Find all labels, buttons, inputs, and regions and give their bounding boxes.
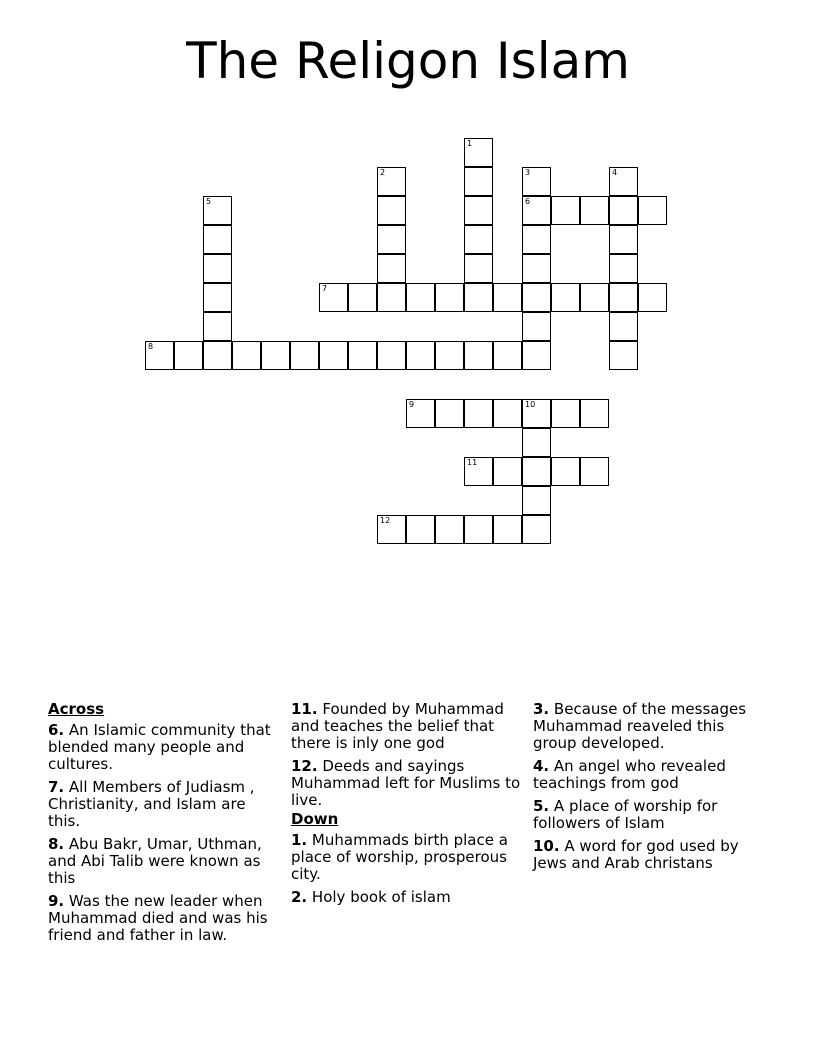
clue-number: 9 (409, 400, 415, 409)
grid-cell[interactable] (203, 341, 232, 370)
grid-cell[interactable] (203, 312, 232, 341)
grid-cell[interactable] (348, 283, 377, 312)
clue-down-10: 10. A word for god used by Jews and Arab christans (533, 837, 739, 872)
page-title: The Religon Islam (186, 32, 630, 90)
grid-cell[interactable] (580, 196, 609, 225)
clue-across-11: 11. Founded by Muhammad and teaches the belief that there is inly one god (291, 700, 504, 752)
clue-down-2: 2. Holy book of islam (291, 888, 451, 906)
grid-cell[interactable] (464, 167, 493, 196)
clue-column-3 (533, 701, 768, 878)
grid-cell[interactable] (493, 341, 522, 370)
grid-cell[interactable] (406, 515, 435, 544)
grid-cell[interactable] (406, 399, 435, 428)
grid-cell[interactable] (319, 341, 348, 370)
grid-cell[interactable] (203, 196, 232, 225)
grid-cell[interactable] (522, 428, 551, 457)
grid-cell[interactable] (203, 254, 232, 283)
clue-across-12: 12. Deeds and sayings Muhammad left for Muslims to live. (291, 757, 521, 809)
grid-cell[interactable] (522, 225, 551, 254)
grid-cell[interactable] (522, 515, 551, 544)
clue-number: 11 (467, 458, 478, 467)
clue-column-1 (48, 701, 278, 950)
clue-down-3: 3. Because of the messages Muhammad reaveled this group developed. (533, 700, 747, 752)
grid-cell[interactable] (203, 225, 232, 254)
grid-cell[interactable] (377, 167, 406, 196)
grid-cell[interactable] (609, 196, 638, 225)
grid-cell[interactable] (377, 196, 406, 225)
grid-cell[interactable] (232, 341, 261, 370)
grid-cell[interactable] (464, 283, 493, 312)
grid-cell[interactable] (580, 457, 609, 486)
grid-cell[interactable] (174, 341, 203, 370)
grid-cell[interactable] (551, 196, 580, 225)
grid-cell[interactable] (464, 457, 493, 486)
grid-cell[interactable] (522, 312, 551, 341)
across-heading: Across (48, 700, 105, 718)
grid-cell[interactable] (580, 399, 609, 428)
clue-number: 5 (206, 197, 212, 206)
clue-across-9: 9. Was the new leader when Muhammad died and was his friend and father in law. (48, 892, 268, 944)
clue-down-4: 4. An angel who revealed teachings from god (533, 757, 726, 792)
grid-cell[interactable] (638, 196, 667, 225)
grid-cell[interactable] (493, 399, 522, 428)
grid-cell[interactable] (609, 283, 638, 312)
grid-cell[interactable] (522, 399, 551, 428)
clue-number: 1 (467, 139, 473, 148)
grid-cell[interactable] (493, 457, 522, 486)
clue-number: 12 (380, 516, 391, 525)
grid-cell[interactable] (464, 138, 493, 167)
grid-cell[interactable] (609, 312, 638, 341)
grid-cell[interactable] (406, 341, 435, 370)
grid-cell[interactable] (522, 341, 551, 370)
grid-cell[interactable] (406, 283, 435, 312)
grid-cell[interactable] (319, 283, 348, 312)
grid-cell[interactable] (522, 196, 551, 225)
grid-cell[interactable] (609, 225, 638, 254)
grid-cell[interactable] (609, 254, 638, 283)
clue-number: 8 (148, 342, 154, 351)
grid-cell[interactable] (522, 254, 551, 283)
clue-across-7: 7. All Members of Judiasm , Christianity, and Islam are this. (48, 778, 255, 830)
down-heading: Down (291, 810, 339, 828)
clue-down-1: 1. Muhammads birth place a place of worship, prosperous city. (291, 831, 508, 883)
grid-cell[interactable] (638, 283, 667, 312)
grid-cell[interactable] (464, 254, 493, 283)
grid-cell[interactable] (493, 515, 522, 544)
grid-cell[interactable] (551, 283, 580, 312)
grid-cell[interactable] (609, 167, 638, 196)
grid-cell[interactable] (348, 341, 377, 370)
clue-across-8: 8. Abu Bakr, Umar, Uthman, and Abi Talib were known as this (48, 835, 262, 887)
grid-cell[interactable] (580, 283, 609, 312)
grid-cell[interactable] (377, 341, 406, 370)
grid-cell[interactable] (464, 225, 493, 254)
grid-cell[interactable] (435, 399, 464, 428)
grid-cell[interactable] (551, 457, 580, 486)
grid-cell[interactable] (522, 283, 551, 312)
grid-cell[interactable] (464, 196, 493, 225)
grid-cell[interactable] (435, 283, 464, 312)
grid-cell[interactable] (435, 341, 464, 370)
grid-cell[interactable] (522, 167, 551, 196)
grid-cell[interactable] (551, 399, 580, 428)
grid-cell[interactable] (522, 457, 551, 486)
grid-cell[interactable] (464, 399, 493, 428)
clue-number: 3 (525, 168, 531, 177)
clue-number: 2 (380, 168, 386, 177)
grid-cell[interactable] (377, 225, 406, 254)
clue-number: 10 (525, 400, 536, 409)
grid-cell[interactable] (203, 283, 232, 312)
grid-cell[interactable] (290, 341, 319, 370)
clue-across-6: 6. An Islamic community that blended many people and cultures. (48, 721, 271, 773)
grid-cell[interactable] (522, 486, 551, 515)
grid-cell[interactable] (464, 515, 493, 544)
clue-number: 4 (612, 168, 618, 177)
grid-cell[interactable] (261, 341, 290, 370)
clue-number: 7 (322, 284, 328, 293)
grid-cell[interactable] (493, 283, 522, 312)
grid-cell[interactable] (435, 515, 464, 544)
grid-cell[interactable] (377, 254, 406, 283)
grid-cell[interactable] (464, 341, 493, 370)
grid-cell[interactable] (609, 341, 638, 370)
grid-cell[interactable] (145, 341, 174, 370)
clue-column-2 (291, 701, 521, 912)
clue-number: 6 (525, 197, 531, 206)
grid-cell[interactable] (377, 283, 406, 312)
clue-down-5: 5. A place of worship for followers of Islam (533, 797, 718, 832)
grid-cell[interactable] (377, 515, 406, 544)
